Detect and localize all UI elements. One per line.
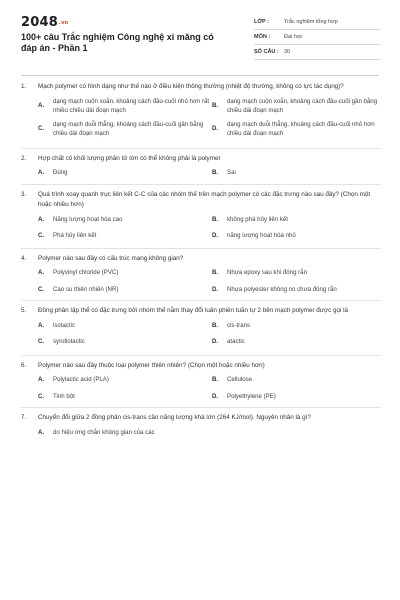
option-text: Cellulose (227, 376, 253, 383)
option-letter: C. (38, 338, 45, 345)
question-body: Chuyển đổi giữa 2 đồng phân cis-trans cần năng lượng khá lớn (264 KJ/mol). Nguyên nhân là gì? (38, 414, 311, 421)
meta-label: SỐ CÂU : (254, 49, 279, 55)
option-text: dạng mạch duỗi thẳng, khoảng cách đầu-cuối gần bằng chiều dài đoạn mạch (53, 120, 204, 137)
answer-options (38, 215, 381, 241)
question-divider (21, 407, 381, 408)
meta-value: 30 (284, 49, 291, 55)
option-text: Tinh bột (53, 392, 75, 400)
question-body: Quá trình xoay quanh trục liên kết C-C của các nhóm thế trên mạch polymer có các đặc trưng nào sau đây? (Chọn một hoặc nhiều hơn) (38, 190, 371, 208)
question-number: 7. (21, 414, 27, 421)
meta-label: MÔN : (254, 34, 271, 40)
answer-options (38, 168, 381, 178)
question-divider (21, 300, 381, 301)
option-text: dạng mạch cuộn xoắn, khoảng cách đầu-cuối gần bằng chiều dài đoạn mạch (227, 97, 378, 114)
question-divider (21, 184, 381, 185)
question-divider (21, 148, 381, 149)
answer-option[interactable] (212, 337, 384, 347)
meta-value: Đại học (284, 34, 303, 40)
option-letter: B. (212, 321, 219, 329)
option-text: cis-trans (227, 321, 251, 329)
logo-text: 2048 (21, 15, 58, 30)
question-item (21, 361, 381, 409)
question-body: Mạch polymer có hình dạng như thế nào ở điều kiện thông thường (nhiệt độ thường, không có lực tác dụng)? (38, 83, 344, 90)
option-letter: A. (38, 376, 45, 383)
option-text: Polyvinyl chloride (PVC) (53, 269, 119, 276)
answer-option[interactable] (38, 268, 210, 278)
answer-option[interactable] (212, 321, 384, 331)
answer-options (38, 428, 381, 438)
question-text (21, 190, 381, 211)
option-text: Polylactic acid (PLA) (53, 376, 109, 383)
option-text: Sai (227, 169, 236, 176)
option-text: dạng mạch cuộn xoắn, khoảng cách đầu-cuối nhỏ hơn rất nhiều chiều dài đoạn mạch (53, 97, 210, 114)
answer-option[interactable] (38, 285, 210, 295)
option-text: Năng lượng hoạt hóa cao (53, 215, 123, 223)
meta-row-count (254, 45, 380, 60)
answer-option[interactable] (212, 392, 384, 402)
option-letter: C. (38, 232, 45, 239)
meta-row-class (254, 15, 380, 30)
answer-option[interactable] (212, 97, 384, 116)
answer-option[interactable] (38, 337, 210, 347)
header-divider (21, 75, 379, 76)
answer-option[interactable] (38, 375, 210, 385)
logo-suffix: .vn (58, 20, 69, 26)
question-item (21, 154, 381, 185)
answer-options (38, 97, 381, 139)
option-letter: D. (212, 232, 219, 239)
answer-option[interactable] (38, 168, 210, 178)
option-text: Phá hủy liên kết (53, 232, 97, 239)
option-letter: D. (212, 392, 219, 400)
option-letter: C. (38, 392, 45, 400)
question-text (21, 154, 381, 165)
question-number: 2. (21, 154, 27, 162)
option-letter: B. (212, 169, 219, 176)
question-text (21, 413, 381, 424)
option-text: isotactic (53, 321, 76, 329)
question-text (21, 306, 381, 317)
question-divider (21, 355, 381, 356)
site-logo[interactable] (21, 15, 68, 30)
answer-options (38, 321, 381, 347)
question-body: Hợp chất có khối lượng phân tử lớn có thể không phải là polymer (38, 154, 221, 162)
question-body: Polymer nào sau đây thuộc loại polymer thiên nhiên? (Chọn một hoặc nhiều hơn) (38, 361, 265, 369)
option-text: syndiotactic (53, 338, 85, 345)
option-text: dạng mạch duỗi thẳng, khoảng cách đầu-cuối nhỏ hơn chiều dài đoạn mạch (227, 120, 375, 137)
answer-option[interactable] (212, 285, 384, 295)
answer-option[interactable] (38, 231, 210, 241)
question-item (21, 306, 381, 356)
question-item (21, 413, 381, 437)
option-text: Nhựa epoxy sau khi đóng rắn (227, 269, 307, 276)
answer-option[interactable] (212, 215, 384, 225)
answer-option[interactable] (38, 321, 210, 331)
answer-option[interactable] (38, 392, 210, 402)
option-letter: D. (212, 285, 219, 293)
option-letter: B. (212, 102, 219, 110)
question-item (21, 254, 381, 302)
question-number: 5. (21, 307, 27, 314)
option-letter: A. (38, 428, 45, 436)
question-body: Polymer nào sau đây có cấu trúc mạng không gian? (38, 254, 184, 262)
answer-options (38, 375, 381, 401)
question-text (21, 82, 381, 93)
question-number: 6. (21, 361, 27, 369)
option-letter: A. (38, 215, 45, 223)
option-letter: B. (212, 269, 219, 276)
answer-option[interactable] (212, 168, 384, 178)
answer-option[interactable] (212, 231, 384, 241)
option-letter: A. (38, 269, 45, 276)
option-letter: A. (38, 102, 45, 110)
meta-row-subject (254, 30, 380, 45)
option-text: Đúng (53, 169, 68, 176)
option-letter: B. (212, 376, 219, 383)
option-letter: C. (38, 125, 45, 133)
question-list (21, 80, 381, 437)
question-body: Đồng phân lập thể có đặc trưng bởi nhóm thế nằm thay đổi luân phiên tuần tự 2 bên mạch polymer được gọi là (38, 307, 349, 314)
question-text (21, 361, 381, 372)
option-text: do hiệu ứng chắn không gian của các (53, 428, 155, 436)
answer-option[interactable] (38, 97, 210, 116)
option-text: không phá hủy liên kết (227, 215, 288, 223)
option-text: Cao su thiên nhiên (NR) (53, 285, 119, 293)
option-text: Nhựa polyester không no chưa đóng rắn (227, 285, 337, 293)
page-title: 100+ câu Trắc nghiệm Công nghệ xi măng có đáp án - Phần 1 (21, 32, 214, 53)
meta-label: LỚP : (254, 19, 269, 25)
answer-option[interactable] (38, 120, 210, 139)
question-number: 4. (21, 254, 27, 262)
meta-value: Trắc nghiệm tổng hợp (284, 19, 338, 25)
question-item (21, 190, 381, 249)
question-text (21, 254, 381, 265)
option-text: Polyethylene (PE) (227, 392, 276, 400)
answer-option[interactable] (212, 120, 384, 139)
question-item (21, 82, 381, 149)
question-number: 1. (21, 83, 27, 90)
option-text: atactic (227, 338, 245, 345)
answer-option[interactable] (212, 375, 384, 385)
option-letter: D. (212, 338, 219, 345)
option-letter: A. (38, 321, 45, 329)
option-letter: A. (38, 169, 45, 176)
option-letter: D. (212, 125, 219, 133)
answer-options (38, 268, 381, 294)
meta-table (254, 15, 380, 60)
question-number: 3. (21, 190, 27, 198)
answer-option[interactable] (212, 268, 384, 278)
question-divider (21, 248, 381, 249)
answer-option[interactable] (38, 215, 210, 225)
header (0, 0, 400, 72)
option-letter: C. (38, 285, 45, 293)
option-text: năng lượng hoạt hóa nhỏ (227, 232, 296, 239)
option-letter: B. (212, 215, 219, 223)
answer-option[interactable] (38, 428, 210, 438)
